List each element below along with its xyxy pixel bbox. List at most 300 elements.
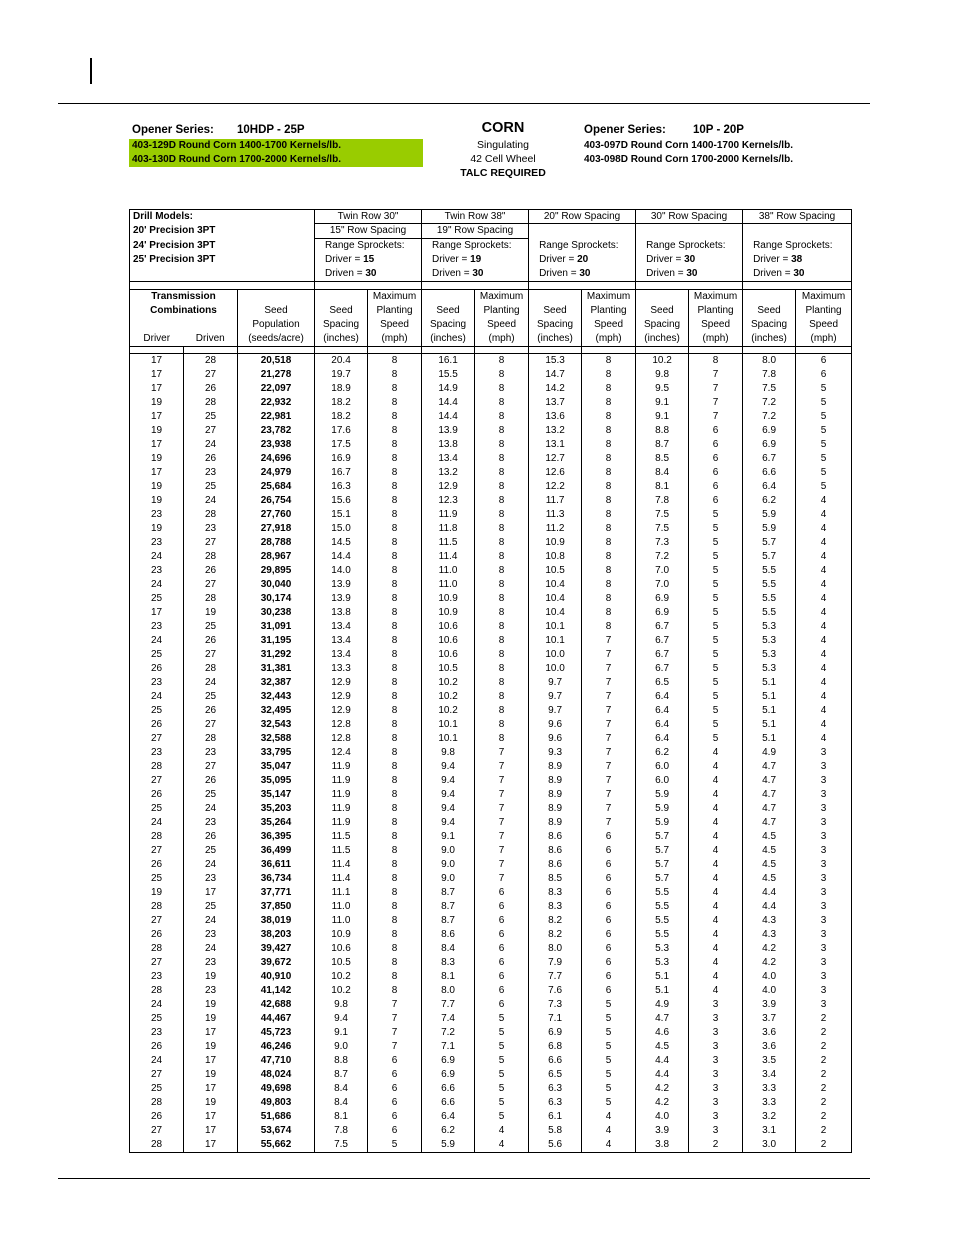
spacing-name-row [130,210,852,224]
driver-cell: 25 [130,648,184,662]
max-speed-cell: 8 [475,550,529,564]
seed-spacing-cell: 10.5 [529,564,582,578]
max-speed-cell: 3 [796,914,852,928]
max-speed-cell: 2 [796,1068,852,1082]
seed-spacing-cell: 7.2 [743,410,796,424]
driver-cell: 23 [130,1026,184,1040]
seed-spacing-cell: 9.0 [422,872,475,886]
driven-cell: 17 [184,1026,238,1040]
population-cell: 31,292 [238,648,315,662]
seed-spacing-cell: 4.5 [743,830,796,844]
seed-spacing-cell: 7.1 [422,1040,475,1054]
driven-cell: 25 [184,480,238,494]
driver-cell: 17 [130,368,184,382]
seed-spacing-cell: 8.9 [529,774,582,788]
max-speed-cell: 3 [689,1026,743,1040]
seed-spacing-cell: 11.9 [315,816,368,830]
seed-spacing-cell: 9.3 [529,746,582,760]
table-row [130,984,852,998]
driver-cell: 23 [130,620,184,634]
seed-spacing-cell: 10.0 [529,662,582,676]
seed-spacing-cell: 13.7 [529,396,582,410]
max-speed-cell: 8 [475,522,529,536]
column-header-row [130,332,852,347]
max-speed-cell: 5 [689,732,743,746]
max-speed-cell: 7 [582,746,636,760]
seed-spacing-cell: 5.9 [636,788,689,802]
max-speed-cell: 7 [475,788,529,802]
driver-cell: 24 [130,816,184,830]
seed-spacing-cell: 5.1 [743,732,796,746]
max-speed-cell: 5 [689,634,743,648]
table-row [130,410,852,424]
max-speed-cell: 5 [796,438,852,452]
max-speed-cell: 6 [582,858,636,872]
max-speed-cell: 2 [796,1110,852,1124]
table-row [130,438,852,452]
seed-spacing-cell: 10.9 [422,592,475,606]
driven-cell: 19 [184,1068,238,1082]
max-speed-cell: 8 [582,536,636,550]
data-rows [130,354,852,1153]
population-cell: 38,019 [238,914,315,928]
seed-spacing-cell: 3.3 [743,1082,796,1096]
driver-cell: 19 [130,396,184,410]
max-speed-cell: 8 [582,606,636,620]
seed-spacing-cell: 14.9 [422,382,475,396]
seed-spacing-cell: 13.9 [315,592,368,606]
driver-cell: 23 [130,508,184,522]
seed-spacing-cell: 6.7 [743,452,796,466]
driver-sprocket [743,253,852,267]
max-speed-cell: 5 [475,1082,529,1096]
seed-spacing-cell: 3.1 [743,1124,796,1138]
spacing-header: (inches) [422,332,475,347]
max-speed-cell: 8 [582,592,636,606]
seed-spacing-cell: 6.9 [529,1026,582,1040]
seed-spacing-cell: 5.5 [636,914,689,928]
table-row [130,550,852,564]
seed-spacing-cell: 9.6 [529,718,582,732]
seed-spacing-cell: 15.1 [315,508,368,522]
max-speed-cell: 4 [689,844,743,858]
max-speed-cell: 7 [582,690,636,704]
max-speed-cell: 6 [689,424,743,438]
seed-spacing-cell: 6.2 [422,1124,475,1138]
max-speed-cell: 2 [796,1096,852,1110]
seed-spacing-cell: 5.5 [743,606,796,620]
seed-spacing-cell: 11.2 [529,522,582,536]
max-speed-cell: 4 [689,942,743,956]
max-speed-cell: 8 [368,760,422,774]
max-speed-cell: 5 [475,1040,529,1054]
max-speed-cell: 2 [796,1138,852,1153]
max-speed-cell: 8 [368,438,422,452]
driver-cell: 27 [130,956,184,970]
driver-cell: 19 [130,494,184,508]
max-speed-cell: 6 [689,452,743,466]
opener-left-label: Opener Series: [132,124,214,136]
speed-header: Planting [689,304,743,318]
seed-spacing-cell: 5.3 [743,634,796,648]
max-speed-cell: 7 [582,802,636,816]
spacing-sub-empty [529,224,636,239]
seed-spacing-cell: 6.6 [422,1096,475,1110]
seed-spacing-cell: 10.4 [529,578,582,592]
max-speed-cell: 8 [582,564,636,578]
driven-cell: 24 [184,858,238,872]
seed-spacing-cell: 6.9 [636,606,689,620]
population-cell: 35,264 [238,816,315,830]
seed-spacing-cell: 8.3 [529,900,582,914]
seed-spacing-cell: 9.7 [529,676,582,690]
driven-cell: 26 [184,564,238,578]
table-row [130,368,852,382]
driver-cell: 19 [130,424,184,438]
table-row [130,592,852,606]
max-speed-cell: 6 [582,886,636,900]
max-speed-cell: 8 [582,578,636,592]
seed-spacing-cell: 11.5 [315,844,368,858]
max-speed-cell: 5 [475,1012,529,1026]
seed-spacing-cell: 5.3 [636,942,689,956]
max-speed-cell: 8 [475,354,529,369]
max-speed-cell: 7 [582,774,636,788]
seed-spacing-cell: 10.2 [422,676,475,690]
max-speed-cell: 3 [689,1082,743,1096]
max-speed-cell: 4 [689,746,743,760]
seed-spacing-cell: 7.3 [636,536,689,550]
max-speed-cell: 5 [689,606,743,620]
seed-spacing-cell: 14.4 [315,550,368,564]
max-speed-cell: 8 [475,606,529,620]
column-header-row [130,290,852,305]
max-speed-cell: 8 [368,452,422,466]
driven-label: Driven = [539,268,580,279]
max-speed-cell: 3 [796,746,852,760]
seed-spacing-cell: 4.3 [743,928,796,942]
driven-cell: 26 [184,774,238,788]
drill-model-empty [130,267,315,282]
driver-label: Driver = [539,254,578,265]
speed-header: Speed [368,318,422,332]
max-speed-cell: 8 [368,494,422,508]
population-cell: 22,981 [238,410,315,424]
table-row [130,942,852,956]
max-speed-cell: 6 [582,900,636,914]
seed-spacing-cell: 9.0 [422,858,475,872]
max-speed-cell: 4 [796,620,852,634]
spacing-header: (inches) [636,332,689,347]
spacing-header: Spacing [529,318,582,332]
speed-header: Planting [582,304,636,318]
max-speed-cell: 6 [582,914,636,928]
seed-spacing-cell: 7.8 [636,494,689,508]
max-speed-cell: 4 [689,760,743,774]
seed-spacing-cell: 14.4 [422,410,475,424]
max-speed-cell: 7 [368,1040,422,1054]
spacing-header: Seed [636,304,689,318]
seeding-rate-table [129,209,852,1153]
seed-spacing-cell: 3.2 [743,1110,796,1124]
crop-info [432,118,574,180]
max-speed-cell: 4 [689,914,743,928]
seed-spacing-cell: 13.4 [315,648,368,662]
table-row [130,480,852,494]
driven-cell: 24 [184,942,238,956]
seed-spacing-cell: 13.3 [315,662,368,676]
driver-cell: 28 [130,942,184,956]
max-speed-cell: 3 [689,1124,743,1138]
population-cell: 47,710 [238,1054,315,1068]
seed-spacing-cell: 9.0 [422,844,475,858]
header-gap-row [130,347,852,354]
max-speed-cell: 8 [582,396,636,410]
seed-spacing-cell: 11.0 [315,900,368,914]
max-speed-cell: 8 [368,942,422,956]
max-speed-cell: 8 [475,690,529,704]
seed-spacing-cell: 8.7 [422,900,475,914]
max-speed-cell: 7 [582,662,636,676]
seed-spacing-cell: 10.9 [529,536,582,550]
seed-spacing-cell: 9.7 [529,704,582,718]
driven-cell: 26 [184,382,238,396]
seed-spacing-cell: 11.5 [422,536,475,550]
population-cell: 35,095 [238,774,315,788]
max-speed-cell: 7 [475,774,529,788]
max-speed-cell: 2 [689,1138,743,1153]
driver-cell: 17 [130,606,184,620]
driven-cell: 24 [184,494,238,508]
table-row [130,564,852,578]
max-speed-cell: 8 [368,956,422,970]
seed-spacing-cell: 12.9 [315,704,368,718]
max-speed-cell: 3 [796,942,852,956]
seed-spacing-cell: 14.5 [315,536,368,550]
driven-value: 30 [686,268,698,279]
driver-cell: 17 [130,438,184,452]
max-speed-cell: 3 [689,998,743,1012]
driven-cell: 19 [184,998,238,1012]
spacing-name: Twin Row 38" [422,210,529,224]
max-speed-cell: 8 [475,382,529,396]
seed-spacing-cell: 8.0 [743,354,796,369]
driven-cell: 19 [184,970,238,984]
driven-cell: 24 [184,676,238,690]
seed-spacing-cell: 8.2 [529,928,582,942]
seed-spacing-cell: 7.2 [422,1026,475,1040]
seed-spacing-cell: 7.3 [529,998,582,1012]
max-speed-cell: 8 [368,382,422,396]
seed-spacing-cell: 8.2 [529,914,582,928]
seed-spacing-cell: 6.4 [743,480,796,494]
population-cell: 36,499 [238,844,315,858]
table-row [130,844,852,858]
driven-label: Driven = [646,268,687,279]
max-speed-cell: 8 [368,648,422,662]
driver-cell: 19 [130,452,184,466]
driven-cell: 23 [184,466,238,480]
driven-cell: 28 [184,662,238,676]
max-speed-cell: 8 [582,466,636,480]
seed-spacing-cell: 7.8 [315,1124,368,1138]
max-speed-cell: 8 [475,466,529,480]
drill-model: 20' Precision 3PT [130,224,315,239]
max-speed-cell: 3 [796,886,852,900]
table-row [130,676,852,690]
driven-cell: 27 [184,368,238,382]
seed-spacing-cell: 7.7 [529,970,582,984]
population-cell: 48,024 [238,1068,315,1082]
seed-spacing-cell: 8.8 [315,1054,368,1068]
max-speed-cell: 4 [796,592,852,606]
max-speed-cell: 8 [368,830,422,844]
driver-cell: 17 [130,354,184,369]
seed-spacing-cell: 13.8 [422,438,475,452]
driven-cell: 17 [184,1054,238,1068]
max-speed-cell: 8 [368,564,422,578]
seed-spacing-cell: 4.5 [636,1040,689,1054]
max-speed-cell: 6 [368,1082,422,1096]
seed-spacing-cell: 5.3 [743,648,796,662]
driven-cell: 26 [184,830,238,844]
max-speed-cell: 8 [689,354,743,369]
driver-label: Driver = [325,254,364,265]
max-speed-cell: 4 [475,1138,529,1153]
max-speed-cell: 5 [689,536,743,550]
seed-spacing-cell: 8.6 [529,844,582,858]
opener-left-item: 403-129D Round Corn 1400-1700 Kernels/lb. [129,139,423,153]
driven-cell: 19 [184,1096,238,1110]
seed-spacing-cell: 8.4 [422,942,475,956]
column-header-row [130,304,852,318]
max-speed-cell: 8 [582,424,636,438]
driver-cell: 24 [130,1054,184,1068]
seed-spacing-cell: 15.6 [315,494,368,508]
table-row [130,1040,852,1054]
speed-header: (mph) [796,332,852,347]
driver-cell: 27 [130,844,184,858]
table-row [130,970,852,984]
max-speed-cell: 4 [796,634,852,648]
population-cell: 30,174 [238,592,315,606]
seed-spacing-cell: 10.1 [529,620,582,634]
max-speed-cell: 8 [475,620,529,634]
seed-spacing-cell: 16.1 [422,354,475,369]
max-speed-cell: 5 [689,648,743,662]
max-speed-cell: 8 [475,662,529,676]
population-cell: 28,788 [238,536,315,550]
seed-spacing-cell: 8.4 [315,1096,368,1110]
seed-spacing-cell: 10.4 [529,592,582,606]
max-speed-cell: 6 [582,844,636,858]
seed-spacing-cell: 14.2 [529,382,582,396]
speed-header: Speed [796,318,852,332]
seed-spacing-cell: 13.6 [529,410,582,424]
max-speed-cell: 7 [582,718,636,732]
population-cell: 32,543 [238,718,315,732]
max-speed-cell: 6 [475,956,529,970]
max-speed-cell: 7 [689,368,743,382]
seed-spacing-cell: 8.6 [529,858,582,872]
table-row [130,634,852,648]
seed-spacing-cell: 11.9 [315,802,368,816]
max-speed-cell: 8 [475,634,529,648]
driven-cell: 27 [184,648,238,662]
seed-spacing-cell: 4.0 [743,970,796,984]
population-cell: 39,672 [238,956,315,970]
max-speed-cell: 3 [689,1012,743,1026]
max-speed-cell: 8 [368,466,422,480]
max-speed-cell: 5 [689,704,743,718]
seed-spacing-cell: 8.8 [636,424,689,438]
seed-spacing-cell: 8.9 [529,788,582,802]
seed-spacing-cell: 6.7 [636,634,689,648]
max-speed-cell: 8 [582,382,636,396]
max-speed-cell: 4 [796,550,852,564]
table-row [130,578,852,592]
seed-spacing-cell: 11.7 [529,494,582,508]
max-speed-cell: 4 [796,494,852,508]
driven-cell: 28 [184,396,238,410]
seed-spacing-cell: 3.6 [743,1026,796,1040]
driver-label: Driver = [432,254,471,265]
spacing-sub-empty [636,224,743,239]
population-cell: 31,195 [238,634,315,648]
population-cell: 44,467 [238,1012,315,1026]
table-row [130,858,852,872]
table-row [130,648,852,662]
seed-spacing-cell: 10.0 [529,648,582,662]
max-speed-cell: 4 [689,928,743,942]
seed-spacing-cell: 5.3 [743,662,796,676]
max-speed-cell: 6 [582,942,636,956]
max-speed-cell: 3 [796,802,852,816]
max-speed-cell: 8 [582,508,636,522]
max-speed-cell: 6 [368,1096,422,1110]
drill-model: 25' Precision 3PT [130,253,315,267]
max-speed-cell: 3 [796,956,852,970]
max-speed-cell: 8 [475,704,529,718]
driver-cell: 17 [130,466,184,480]
spacing-header: Seed [529,304,582,318]
max-speed-cell: 7 [475,872,529,886]
max-speed-cell: 8 [475,648,529,662]
driver-cell: 17 [130,410,184,424]
pop-header: Seed [238,304,315,318]
driver-cell: 26 [130,928,184,942]
max-speed-cell: 3 [689,1110,743,1124]
seed-spacing-cell: 5.9 [636,816,689,830]
seed-spacing-cell: 4.0 [743,984,796,998]
population-cell: 21,278 [238,368,315,382]
speed-header-top: Maximum [689,290,743,305]
seed-spacing-cell: 7.9 [529,956,582,970]
driver-sprocket [636,253,743,267]
max-speed-cell: 5 [796,382,852,396]
driven-cell: 24 [184,914,238,928]
seed-spacing-cell: 12.8 [315,732,368,746]
seed-spacing-cell: 5.5 [743,564,796,578]
max-speed-cell: 3 [689,1054,743,1068]
max-speed-cell: 3 [796,788,852,802]
max-speed-cell: 8 [368,592,422,606]
seed-spacing-cell: 10.2 [315,970,368,984]
driven-header: Driven [195,333,225,344]
max-speed-cell: 8 [368,718,422,732]
max-speed-cell: 6 [582,830,636,844]
max-speed-cell: 5 [582,1096,636,1110]
